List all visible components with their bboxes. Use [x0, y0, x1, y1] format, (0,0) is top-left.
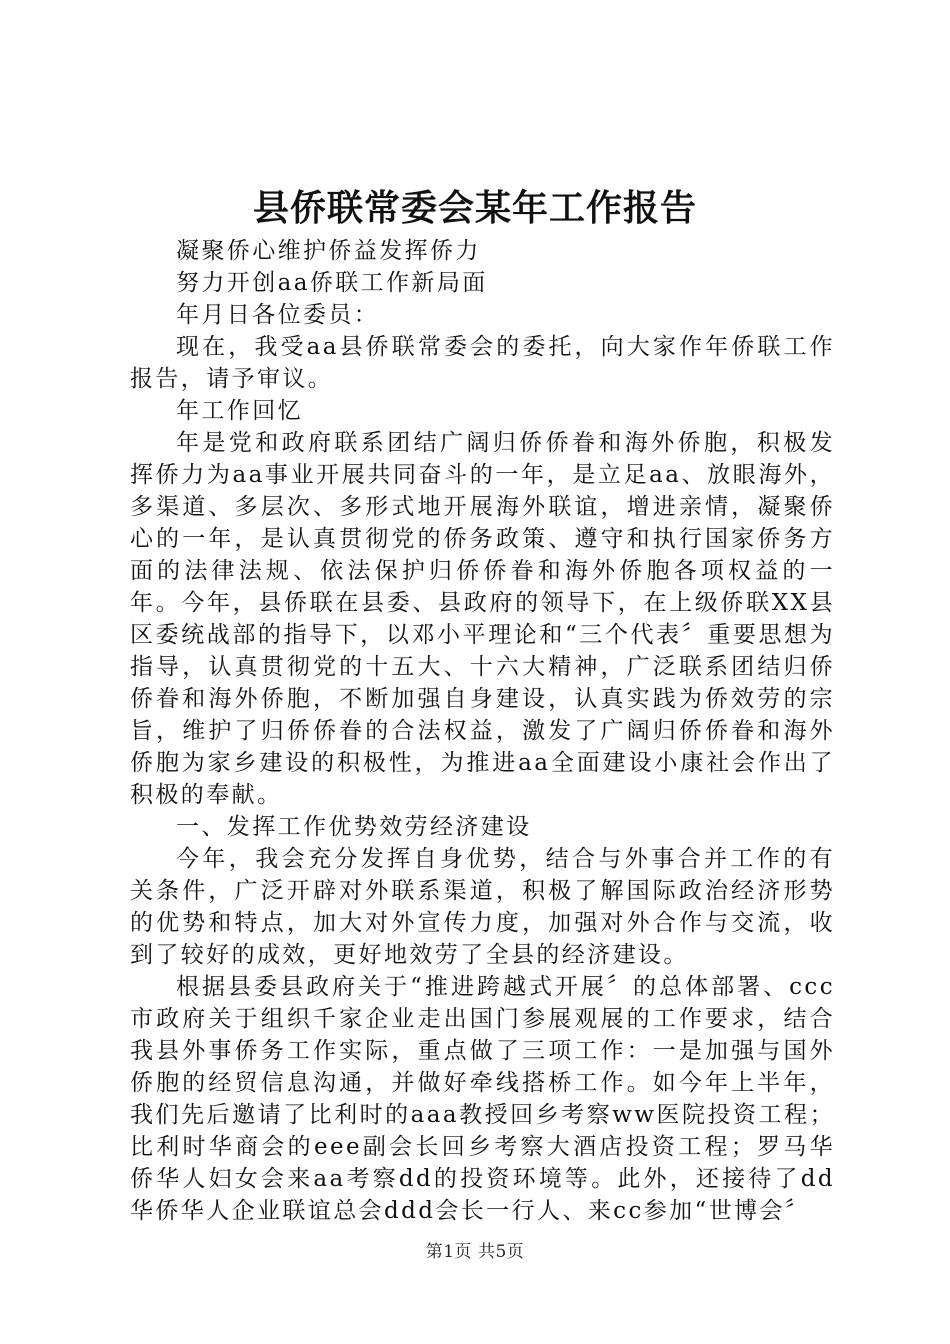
paragraph-subtitle-1: 凝聚侨心维护侨益发挥侨力 — [176, 238, 481, 264]
document-body — [130, 235, 835, 1227]
paragraph-section-1-detail: 根据县委县政府关于“推进跨越式开展〞的总体部署、ccc市政府关于组织千家企业走出国门参展观展的工作要求，结合我县外事侨务工作实际，重点做了三项工作：一是加强与国外侨胞的经贸信息沟通，并做好牵线搭桥工作。如今年上半年，我们先后邀请了比利时的aaa教授回乡考察ww医院投资工程；比利时华商会的eee副会长回乡考察大酒店投资工程；罗马华侨华人妇女会来aa考察dd的投资环境等。此外，还接待了dd华侨华人企业联谊总会ddd会长一行人、来cc参加“世博会〞 — [130, 974, 835, 1224]
paragraph-review: 年是党和政府联系团结广阔归侨侨眷和海外侨胞，积极发挥侨力为aa事业开展共同奋斗的一年，是立足aa、放眼海外，多渠道、多层次、多形式地开展海外联谊，增进亲情，凝聚侨心的一年，是认真贯彻党的侨务政策、遵守和执行国家侨务方面的法律法规、依法保护归侨侨眷和海外侨胞各项权益的一年。今年，县侨联在县委、县政府的领导下，在上级侨联XX县区委统战部的指导下，以邓小平理论和“三个代表〞重要思想为指导，认真贯彻党的十五大、十六大精神，广泛联系团结归侨侨眷和海外侨胞，不断加强自身建设，认真实践为侨效劳的宗旨，维护了归侨侨眷的合法权益，激发了广阔归侨侨眷和海外侨胞为家乡建设的积极性，为推进aa全面建设小康社会作出了积极的奉献。 — [130, 430, 835, 808]
paragraph-section-1: 今年，我会充分发挥自身优势，结合与外事合并工作的有关条件，广泛开辟对外联系渠道，积极了解国际政治经济形势的优势和特点，加大对外宣传力度，加强对外合作与交流，收到了较好的成效，更好地效劳了全县的经济建设。 — [130, 846, 835, 968]
paragraph-subtitle-2: 努力开创aa侨联工作新局面 — [176, 270, 488, 296]
page-number-footer: 第1页 共5页 — [425, 1242, 525, 1262]
section-heading-1: 一、发挥工作优势效劳经济建设 — [176, 814, 532, 840]
document-title: 县侨联常委会某年工作报告 — [252, 187, 697, 229]
paragraph-salutation: 年月日各位委员： — [176, 302, 380, 328]
section-heading-review: 年工作回忆 — [176, 398, 303, 424]
paragraph-intro: 现在，我受aa县侨联常委会的委托，向大家作年侨联工作报告，请予审议。 — [130, 334, 835, 392]
